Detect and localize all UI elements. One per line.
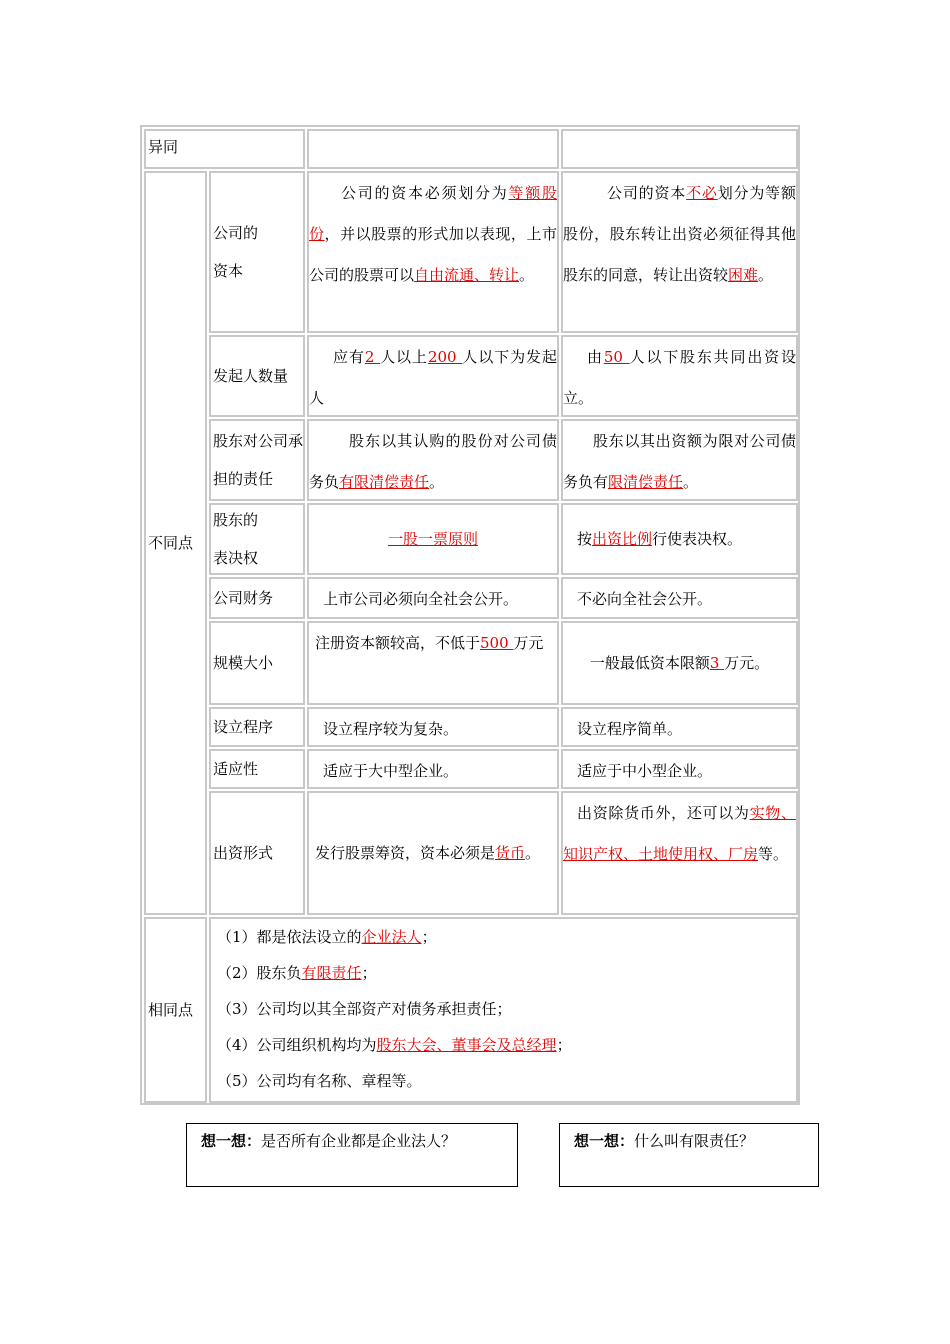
limited-company-cell: [307, 577, 559, 619]
cell-text: 设立程序简单。: [577, 720, 683, 738]
cell-text: 万元。: [724, 653, 770, 672]
think-box-1: [186, 1123, 518, 1187]
item-text: ；: [556, 1036, 572, 1054]
cell-text: 划分为等额股份，股东转让出资必须征得其他股东的同意，转让出资较: [563, 184, 796, 284]
highlight-term: 不必: [686, 184, 718, 202]
limited-company-cell: [307, 621, 559, 705]
think-label-2: 想一想：: [574, 1132, 635, 1150]
cell-text: 公司的资本: [607, 184, 687, 202]
row-label: 规模大小: [209, 621, 305, 705]
cell-text: 人以下股东共同出资设立。: [563, 348, 796, 407]
limited-company-cell: [307, 419, 559, 501]
same-point-item: [217, 955, 796, 991]
row-label: 发起人数量: [209, 335, 305, 417]
cell-text: 万元: [513, 634, 544, 652]
cell-text: 股东以其认购的股份对公司债务负: [309, 432, 557, 491]
highlight-term: 自由流通、转让: [414, 266, 520, 284]
cell-paragraph: [309, 421, 557, 501]
think-label-1: 想一想：: [201, 1132, 262, 1150]
cell-text: 适应于大中型企业。: [323, 762, 459, 780]
highlight-term: 股东大会、董事会及总经理: [376, 1036, 557, 1054]
row-label: 出资形式: [209, 791, 305, 915]
think-box-2: [559, 1123, 819, 1187]
highlight-term: 货币: [495, 843, 526, 862]
cell-paragraph: [309, 337, 557, 417]
limited-company-cell: [307, 335, 559, 417]
same-point-item: [217, 1063, 796, 1099]
group-different: 不同点: [144, 171, 207, 915]
cell-text: 公司的资本必须划分为: [341, 184, 509, 202]
cell-text: 适应于中小型企业。: [577, 762, 713, 780]
cell-paragraph: [563, 173, 796, 296]
cell-paragraph: [563, 421, 796, 501]
cell-paragraph: [563, 793, 796, 875]
cell-paragraph: [590, 643, 769, 684]
cell-text: 一般最低资本限额: [589, 653, 710, 672]
highlight-term: 50: [603, 348, 630, 366]
item-text: （4）公司组织机构均为: [217, 1036, 377, 1054]
cell-text: 人以下为发起人: [309, 348, 557, 407]
row-label: 适应性: [209, 749, 305, 789]
cell-text: ，并以股票的形式加以表现，上市公司的股票可以: [309, 225, 557, 284]
llc-cell: [561, 621, 798, 705]
cell-text: 发行股票筹资，资本必须是: [315, 843, 496, 862]
limited-company-cell: [307, 749, 559, 789]
cell-text: 上市公司必须向全社会公开。: [323, 590, 519, 608]
cell-text: 。: [683, 473, 699, 491]
cell-text: 出资除货币外，还可以为: [577, 804, 750, 822]
cell-paragraph: [563, 579, 796, 619]
highlight-term: 3: [709, 653, 725, 672]
llc-cell: [561, 577, 798, 619]
llc-cell: [561, 707, 798, 747]
cell-paragraph: [563, 751, 796, 789]
cell-paragraph: [563, 709, 796, 747]
cell-paragraph: [309, 833, 540, 874]
cell-text: 股东以其出资额为限对公司债务负有: [563, 432, 796, 491]
highlight-term: 困难: [728, 266, 759, 284]
cell-text: 不必向全社会公开。: [577, 590, 713, 608]
cell-text: 。: [758, 266, 774, 284]
comparison-table: [140, 125, 800, 1105]
cell-text: 等。: [758, 845, 789, 863]
llc-cell: [561, 791, 798, 915]
same-point-item: [217, 1027, 796, 1063]
cell-paragraph: [309, 751, 557, 789]
cell-text: 应有: [333, 348, 365, 366]
row-label: 公司财务: [209, 577, 305, 619]
same-point-item: [217, 919, 796, 955]
llc-cell: [561, 171, 798, 333]
row-label: 股东对公司承担的责任: [209, 419, 305, 501]
llc-cell: [561, 749, 798, 789]
item-text: （1）都是依法设立的: [217, 928, 362, 946]
cell-text: 。: [525, 843, 541, 862]
llc-cell: [561, 335, 798, 417]
cell-text: 。: [519, 266, 535, 284]
cell-paragraph: [388, 519, 478, 560]
highlight-term: 一股一票原则: [387, 529, 478, 548]
highlight-term: 企业法人: [361, 928, 422, 946]
cell-paragraph: [309, 579, 557, 619]
think-text-2: 什么叫有限责任？: [634, 1132, 755, 1150]
highlight-term: 200: [427, 348, 463, 366]
highlight-term: 有限责任: [301, 964, 362, 982]
same-points-cell: [209, 917, 798, 1103]
same-point-item: [217, 991, 796, 1027]
row-label: 公司的 资本: [209, 171, 305, 333]
highlight-term: 有限清偿责任: [339, 473, 430, 491]
group-same: 相同点: [144, 917, 207, 1103]
cell-text: 人以上: [380, 348, 428, 366]
item-text: （2）股东负: [217, 964, 302, 982]
highlight-term: 出资比例: [592, 529, 653, 548]
item-text: ；: [421, 928, 437, 946]
limited-company-cell: [307, 707, 559, 747]
llc-cell: [561, 503, 798, 575]
cell-text: 行使表决权。: [652, 529, 743, 548]
highlight-term: 500: [480, 634, 514, 652]
cell-paragraph: [563, 519, 742, 560]
highlight-term: 2: [364, 348, 381, 366]
cell-text: 。: [429, 473, 445, 491]
cell-paragraph: [563, 337, 796, 417]
limited-company-cell: [307, 791, 559, 915]
cell-text: 设立程序较为复杂。: [323, 720, 459, 738]
cell-text: 注册资本额较高，不低于: [315, 634, 481, 652]
think-text-1: 是否所有企业都是企业法人？: [261, 1132, 457, 1150]
highlight-term: 实物、知识产权、土地使用权、厂房: [563, 804, 796, 863]
cell-paragraph: [309, 623, 557, 664]
item-text: （5）公司均有名称、章程等。: [217, 1072, 422, 1090]
limited-company-cell: [307, 503, 559, 575]
limited-company-cell: [307, 171, 559, 333]
item-text: （3）公司均以其全部资产对债务承担责任；: [217, 1000, 512, 1018]
header-cell-2: [307, 129, 559, 169]
llc-cell: [561, 419, 798, 501]
highlight-term: 等额股份: [309, 184, 557, 243]
cell-text: 按: [577, 529, 593, 548]
highlight-term: 限清偿责任: [608, 473, 684, 491]
row-label: 设立程序: [209, 707, 305, 747]
header-cell-3: [561, 129, 798, 169]
cell-text: 由: [587, 348, 604, 366]
cell-paragraph: [309, 709, 557, 747]
item-text: ；: [361, 964, 377, 982]
row-label: 股东的 表决权: [209, 503, 305, 575]
header-cell-1: 异同: [144, 129, 305, 169]
cell-paragraph: [309, 173, 557, 296]
